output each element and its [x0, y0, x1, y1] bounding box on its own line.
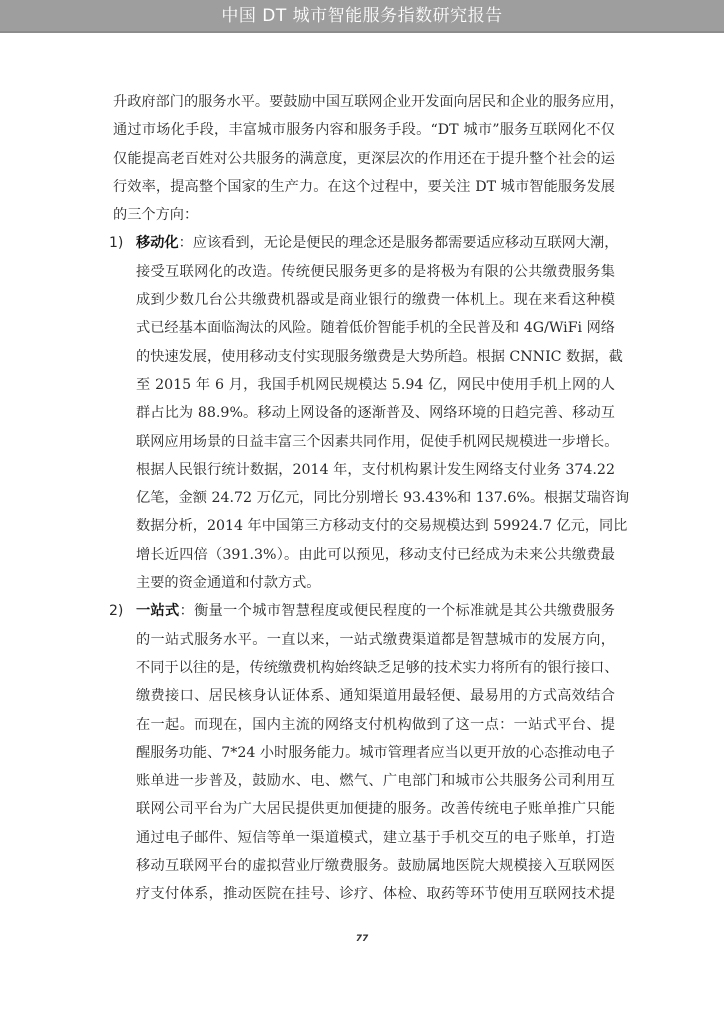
text-line: 在一起。而现在，国内主流的网络支付机构做到了这一点：一站式平台、提 [136, 716, 615, 733]
list-item-one-stop [109, 597, 619, 908]
text-line: 的快速发展，使用移动支付实现服务缴费是大势所趋。根据 CNNIC 数据，截 [136, 348, 623, 365]
item-heading: 一站式 [136, 603, 180, 620]
text-line: 疗支付体系，推动医院在挂号、诊疗、体检、取药等环节使用互联网技术提 [136, 886, 615, 903]
text-line: 式已经基本面临淘汰的风险。随着低价智能手机的全民普及和 4G/WiFi 网络 [136, 320, 615, 337]
text-line: 成到少数几台公共缴费机器或是商业银行的缴费一体机上。现在来看这种模 [136, 292, 615, 309]
text-line: 醒服务功能、7*24 小时服务能力。城市管理者应当以更开放的心态推动电子 [136, 744, 615, 761]
text-line: 联网公司平台为广大居民提供更加便捷的服务。改善传统电子账单推广只能 [136, 801, 615, 818]
text-line: 仅能提高老百姓对公共服务的满意度，更深层次的作用还在于提升整个社会的运 [113, 150, 615, 167]
list-item-body [136, 597, 619, 908]
text-line: 不同于以往的是，传统缴费机构始终缺乏足够的技术实力将所有的银行接口、 [136, 659, 619, 676]
item-first-line: ：应该看到，无论是便民的理念还是服务都需要适应移动互联网大潮， [178, 235, 619, 252]
text-line: 通过市场化手段，丰富城市服务内容和服务手段。“DT 城市”服务互联网化不仅 [113, 122, 615, 139]
text-line: 根据人民银行统计数据，2014 年，支付机构累计发生网络支付业务 374.22 [136, 461, 615, 478]
text-line: 升政府部门的服务水平。要鼓励中国互联网企业开发面向居民和企业的服务应用， [113, 94, 624, 110]
list-item-mobile [109, 229, 630, 597]
text-line [136, 597, 615, 625]
list-number: 1) [109, 235, 124, 252]
text-line: 群占比为 88.9%。移动上网设备的逐渐普及、网络环境的日趋完善、移动互 [136, 405, 615, 422]
report-header-band [0, 0, 724, 33]
text-line: 行效率，提高整个国家的生产力。在这个过程中，要关注 DT 城市智能服务发展 [113, 178, 615, 195]
page-number: 77 [355, 934, 369, 944]
report-title: 中国 DT 城市智能服务指数研究报告 [221, 6, 503, 26]
text-line: 的一站式服务水平。一直以来，一站式缴费渠道都是智慧城市的发展方向， [136, 631, 615, 648]
text-line: 移动互联网平台的虚拟营业厅缴费服务。鼓励属地医院大规模接入互联网医 [136, 858, 615, 875]
text-line: 缴费接口、居民核身认证体系、通知渠道用最轻便、最易用的方式高效结合 [136, 688, 615, 705]
text-line [136, 229, 619, 257]
intro-paragraph [113, 88, 624, 229]
text-line: 亿笔，金额 24.72 万亿元，同比分别增长 93.43%和 137.6%。根据艾瑞咨询 [136, 490, 630, 507]
text-line: 增长近四倍（391.3%）。由此可以预见，移动支付已经成为未来公共缴费最 [136, 546, 615, 563]
list-item-body [136, 229, 630, 597]
text-line: 联网应用场景的日益丰富三个因素共同作用，促使手机网民规模进一步增长。 [136, 433, 619, 450]
text-line: 的三个方向： [113, 207, 199, 224]
document-body [109, 88, 630, 909]
item-first-line: ：衡量一个城市智慧程度或便民程度的一个标准就是其公共缴费服务 [179, 603, 615, 620]
text-line: 通过电子邮件、短信等单一渠道模式，建立基于手机交互的电子账单，打造 [136, 829, 615, 846]
text-line: 至 2015 年 6 月，我国手机网民规模达 5.94 亿，网民中使用手机上网的人 [136, 376, 615, 393]
text-line: 主要的资金通道和付款方式。 [136, 575, 321, 592]
item-heading: 移动化 [136, 235, 179, 252]
text-line: 账单进一步普及，鼓励水、电、燃气、广电部门和城市公共服务公司利用互 [136, 773, 615, 790]
text-line: 数据分析，2014 年中国第三方移动支付的交易规模达到 59924.7 亿元，同比 [136, 518, 628, 535]
list-number: 2) [109, 603, 124, 620]
text-line: 接受互联网化的改造。传统便民服务更多的是将极为有限的公共缴费服务集 [136, 263, 615, 280]
